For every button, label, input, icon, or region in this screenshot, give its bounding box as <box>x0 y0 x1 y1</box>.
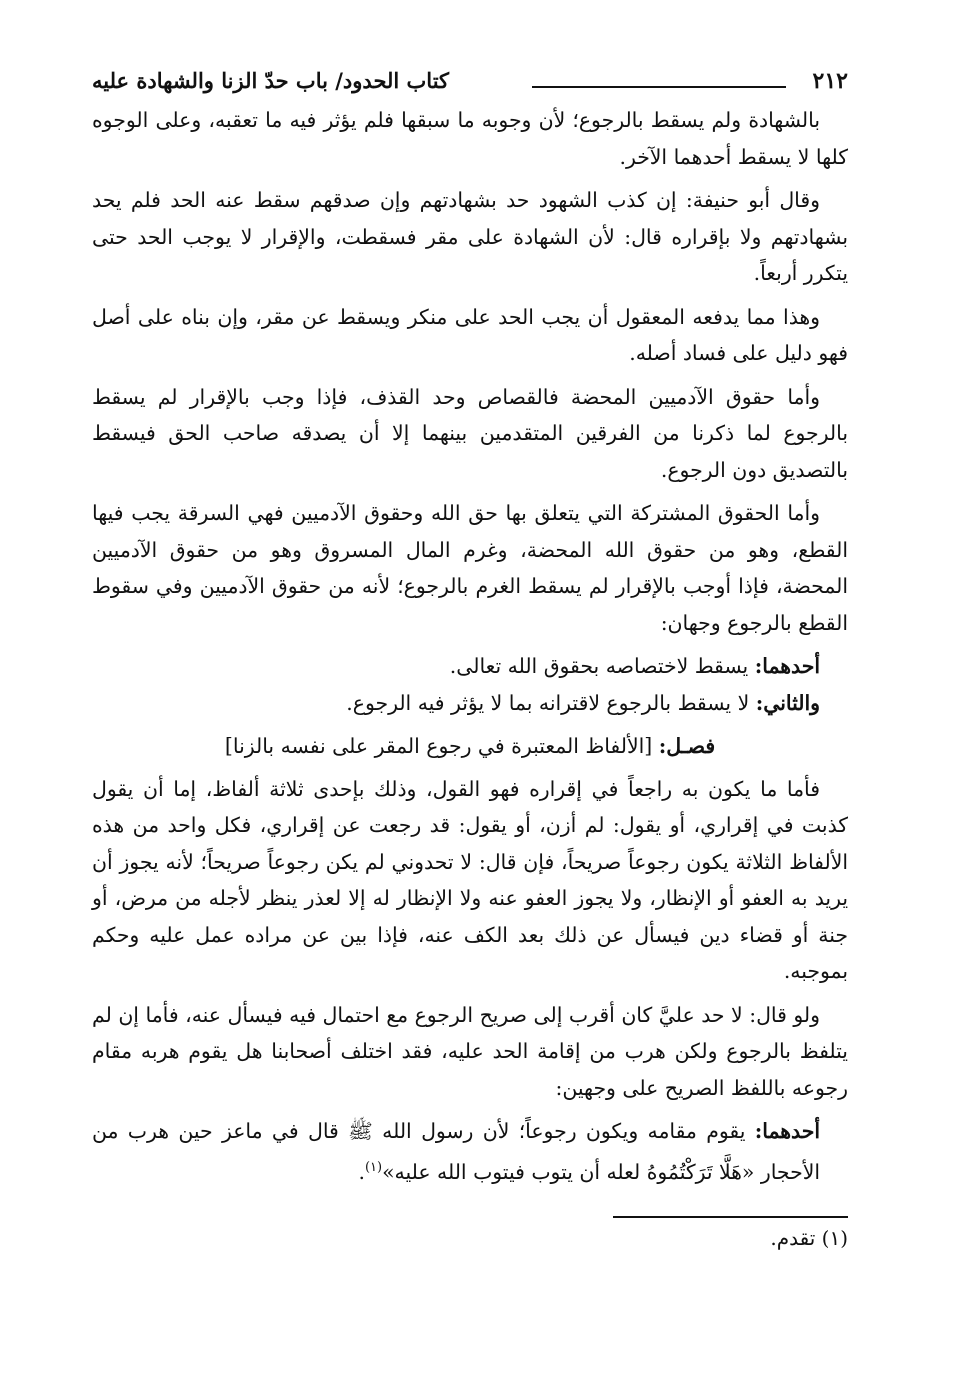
list-item-text: لا يسقط بالرجوع لاقترانه بما لا يؤثر فيه الرجوع. <box>346 690 756 715</box>
page-header <box>92 62 848 102</box>
paragraph: بالشهادة ولم يسقط بالرجوع؛ لأن وجوبه ما سبقها فلم يؤثر فيه ما تعقبه، وعلى الوجوه كلها لا يسقط أحدهما الآخر. <box>92 108 848 169</box>
list-item-label: أحدهما: <box>754 654 820 678</box>
paragraph: وقال أبو حنيفة: إن كذب الشهود حد بشهادتهم وإن صدقهم سقط عنه الحد فلم يحد بشهادتهم ولا بإقراره قال: لأن الشهادة على مقر فسقطت، والإقرار لا يوجب الحد حتى يتكرر أربعاً. <box>92 188 848 285</box>
list-item-text: يقوم مقامه ويكون رجوعاً؛ لأن رسول الله ﷺ قال في ماعز حين هرب من الأحجار «هَلَّا تَرَكْتُمُوهُ لعله أن يتوب فيتوب الله عليه» <box>92 1119 820 1184</box>
list-item <box>92 1113 848 1190</box>
page-number: ٢١٢ <box>812 68 848 94</box>
footnote-reference[interactable]: (١) <box>364 1159 383 1175</box>
running-head: كتاب الحدود/ باب حدّ الزنا والشهادة عليه <box>92 68 450 93</box>
footnote-rule <box>613 1216 848 1218</box>
list-item <box>92 648 848 685</box>
list-item-label: أحدهما: <box>754 1119 820 1143</box>
list-item-end: . <box>358 1159 365 1184</box>
paragraph: فأما ما يكون به راجعاً في إقراره فهو القول، وذلك بإحدى ثلاثة ألفاظ، إما أن يقول كذبت في إقراري، أو يقول: لم أزن، أو يقول: قد رجعت عن إقراري، فكل واحد من هذه الألفاظ الثلاثة يكون رجوعاً صريحاً، فإن قال: لا تحدوني لم يكن رجوعاً صريحاً؛ لأنه يجوز أن يريد به العفو أو الإنظار، ولا يجوز العفو عنه ولا الإنظار له إلا لعذر ينظر لأجله من مرض، أو جنة أو قضاء دين فيسأل عن ذلك بعد الكف عنه، فإذا بين عن مراده عمل عليه وحكم بموجبه. <box>92 776 848 983</box>
page-body <box>92 102 848 1190</box>
paragraph: وأما الحقوق المشتركة التي يتعلق بها حق الله وحقوق الآدميين فهي السرقة يجب فيها القطع، وهو من حقوق الله المحضة، وغرم المال المسروق وهو من حقوق الآدميين المحضة، فإذا أوجب بالإقرار لم يسقط الغرم بالرجوع؛ لأنه من حقوق الآدميين وفي سقوط القطع بالرجوع وجهان: <box>92 501 848 635</box>
paragraph: وهذا مما يدفعه المعقول أن يجب الحد على منكر ويسقط عن مقر، وإن بناه على أصل فهو دليل على فساد أصله. <box>92 304 848 365</box>
section-title: [الألفاظ المعتبرة في رجوع المقر على نفسه بالزنا] <box>224 734 659 758</box>
book-page <box>92 62 848 1374</box>
list-item-label: والثاني: <box>755 690 820 715</box>
section-heading <box>92 728 848 765</box>
paragraph: ولو قال: لا حد عليَّ كان أقرب إلى صريح الرجوع مع احتمال فيه فيسأل عنه، فأما إن لم يتلفظ بالرجوع ولكن هرب من إقامة الحد عليه، فقد اختلف أصحابنا هل يقوم هربه مقام رجوعه باللفظ الصريح على وجهين: <box>92 1002 848 1100</box>
section-label: فصـل: <box>658 734 716 758</box>
header-rule <box>532 86 786 88</box>
footnote: (١) تقدم. <box>770 1225 848 1250</box>
list-item <box>92 685 848 722</box>
paragraph: وأما حقوق الآدميين المحضة فالقصاص وحد القذف، فإذا وجب بالإقرار لم يسقط بالرجوع لما ذكرنا من الفرقين المتقدمين بينهما إلا أن يصدقه صاحب الحق فيسقط بالتصديق دون الرجوع. <box>92 384 848 482</box>
list-item-text: يسقط لاختصاصه بحقوق الله تعالى. <box>449 654 755 678</box>
